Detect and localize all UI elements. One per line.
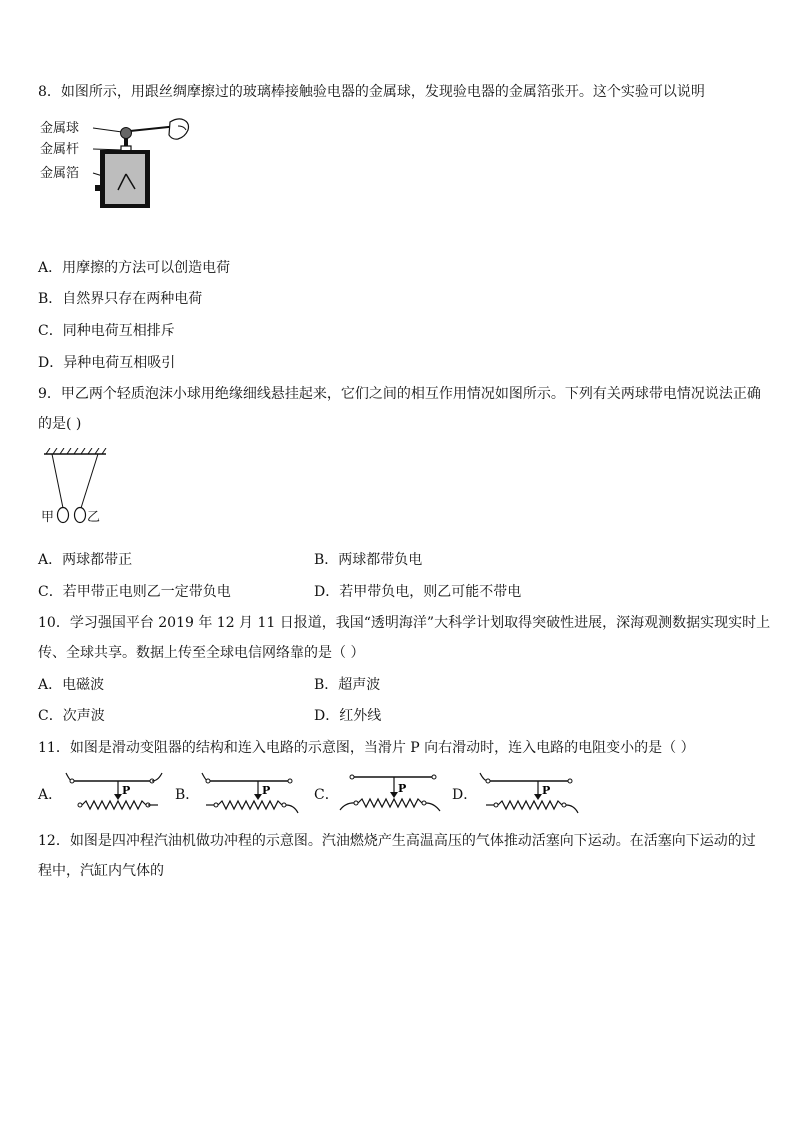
q11-rheostat-d[interactable] — [476, 770, 582, 814]
q8-option-d[interactable]: D．异种电荷互相吸引 — [38, 355, 176, 371]
slider-p-label: P — [122, 784, 131, 797]
q8-option-b[interactable]: B．自然界只存在两种电荷 — [38, 291, 203, 307]
slider-p-label: P — [262, 784, 271, 797]
q11-option-d-letter[interactable]: D． — [452, 787, 478, 803]
q10-option-d[interactable]: D．红外线 — [314, 708, 382, 724]
q9-option-d[interactable]: D．若甲带负电，则乙可能不带电 — [314, 584, 522, 600]
q9-option-a[interactable]: A．两球都带正 — [38, 552, 133, 568]
suspended-balls-figure — [38, 448, 118, 530]
q8-option-c[interactable]: C．同种电荷互相排斥 — [38, 323, 175, 339]
q10-stem-line1: 10．学习强国平台 2019 年 12 月 11 日报道，我国“透明海洋”大科学计划取得突破性进展，深海观测数据实现实时上 — [38, 615, 771, 631]
label-metal-ball: 金属球 — [40, 121, 80, 136]
q9-stem-line1: 9．甲乙两个轻质泡沫小球用绝缘细线悬挂起来，它们之间的相互作用情况如图所示。下列有关两球带电情况说法正确 — [38, 386, 761, 402]
electroscope-figure — [38, 116, 198, 216]
q12-stem-line1: 12．如图是四冲程汽油机做功冲程的示意图。汽油燃烧产生高温高压的气体推动活塞向下运动。在活塞向下运动的过 — [38, 833, 756, 849]
q10-option-a[interactable]: A．电磁波 — [38, 677, 105, 693]
q12-stem-line2: 程中，汽缸内气体的 — [38, 863, 164, 879]
q10-option-b[interactable]: B．超声波 — [314, 677, 381, 693]
q11-rheostat-c[interactable] — [338, 768, 444, 814]
q11-stem: 11．如图是滑动变阻器的结构和连入电路的示意图，当滑片 P 向右滑动时，连入电路的电阻变小的是（ ） — [38, 740, 695, 756]
q9-option-b[interactable]: B．两球都带负电 — [314, 552, 423, 568]
label-metal-foil: 金属箔 — [40, 166, 80, 181]
q11-option-a-letter[interactable]: A． — [38, 787, 63, 803]
label-jia: 甲 — [41, 510, 55, 525]
q10-option-c[interactable]: C．次声波 — [38, 708, 105, 724]
label-yi: 乙 — [87, 510, 101, 525]
q8-stem: 8．如图所示，用跟丝绸摩擦过的玻璃棒接触验电器的金属球，发现验电器的金属箔张开。这个实验可以说明 — [38, 84, 705, 100]
q9-option-c[interactable]: C．若甲带正电则乙一定带负电 — [38, 584, 231, 600]
q11-option-c-letter[interactable]: C． — [314, 787, 339, 803]
slider-p-label: P — [542, 784, 551, 797]
slider-p-label: P — [398, 782, 407, 795]
q11-rheostat-b[interactable] — [198, 770, 302, 814]
q8-option-a[interactable]: A．用摩擦的方法可以创造电荷 — [38, 260, 231, 276]
q11-rheostat-a[interactable] — [62, 770, 166, 814]
label-metal-rod: 金属杆 — [40, 142, 80, 157]
q11-option-b-letter[interactable]: B． — [175, 787, 200, 803]
q9-stem-line2: 的是( ) — [38, 416, 82, 432]
q10-stem-line2: 传、全球共享。数据上传至全球电信网络靠的是（ ） — [38, 645, 365, 661]
